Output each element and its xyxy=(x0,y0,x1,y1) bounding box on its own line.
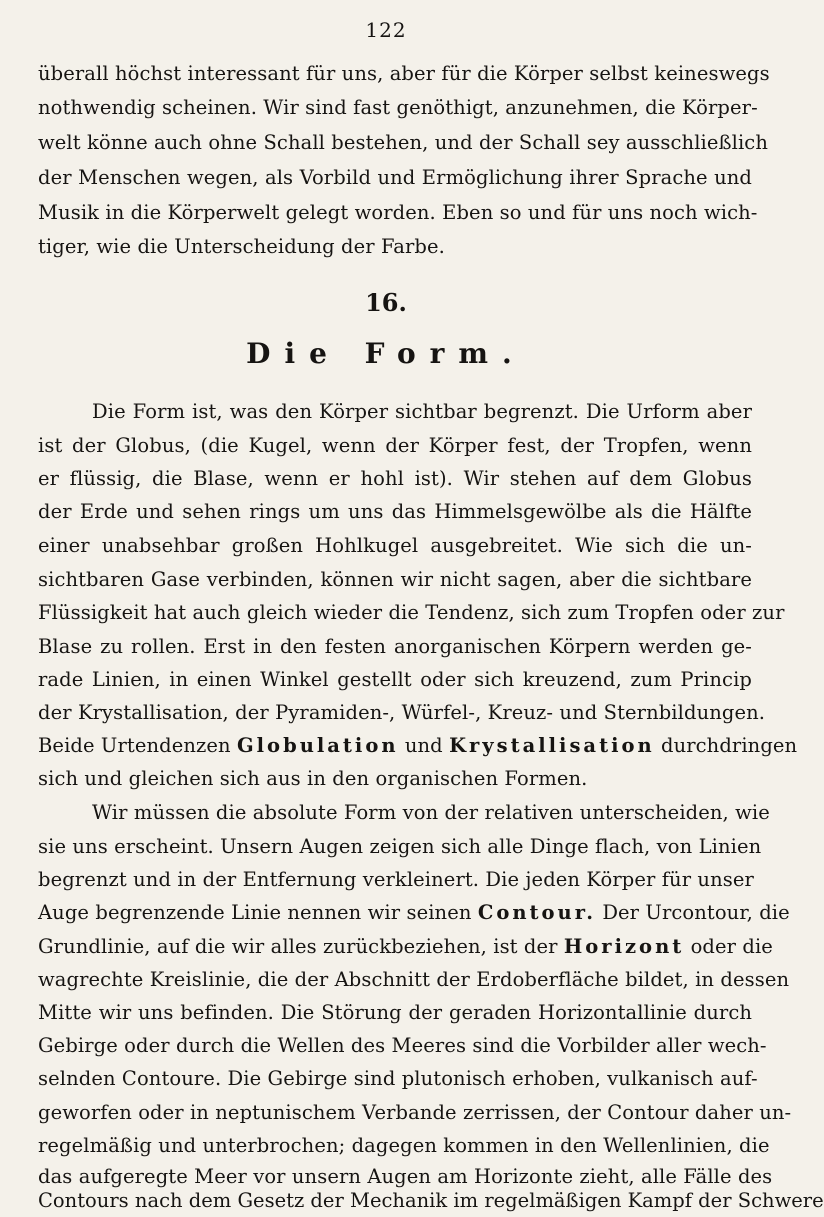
text-line: sich und gleichen sich aus in den organischen Formen. xyxy=(38,767,588,790)
text-line: sichtbaren Gase verbinden, können wir nicht sagen, aber die sichtbare xyxy=(38,568,752,591)
text-line: regelmäßig und unterbrochen; dagegen kommen in den Wellenlinien, die xyxy=(38,1134,770,1157)
text-line: er flüssig, die Blase, wenn er hohl ist). Wir stehen auf dem Globus xyxy=(38,467,752,490)
text-line: einer unabsehbar großen Hohlkugel ausgebreitet. Wie sich die un- xyxy=(38,534,752,557)
text-line xyxy=(38,730,798,762)
emphasized-term: Contour. xyxy=(477,901,596,924)
text-line: Blase zu rollen. Erst in den festen anorganischen Körpern werden ge- xyxy=(38,635,752,658)
text-segment: Beide Urtendenzen xyxy=(38,734,231,757)
text-line: Flüssigkeit hat auch gleich wieder die Tendenz, sich zum Tropfen oder zur xyxy=(38,601,785,624)
text-line: der Erde und sehen rings um uns das Himmelsgewölbe als die Hälfte xyxy=(38,500,752,523)
text-line xyxy=(38,931,773,963)
text-line: Mitte wir uns befinden. Die Störung der geraden Horizontallinie durch xyxy=(38,1001,752,1024)
text-line: sie uns erscheint. Unsern Augen zeigen sich alle Dinge flach, von Linien xyxy=(38,835,762,858)
text-segment: und xyxy=(404,734,443,757)
text-line: wagrechte Kreislinie, die der Abschnitt der Erdoberfläche bildet, in dessen xyxy=(38,968,790,991)
text-line: Musik in die Körperwelt gelegt worden. Eben so und für uns noch wich- xyxy=(38,201,758,224)
page-number: 122 xyxy=(365,18,407,42)
text-line xyxy=(38,897,790,929)
text-segment: oder die xyxy=(690,935,773,958)
emphasized-term: Krystallisation xyxy=(449,734,655,757)
text-line: geworfen oder in neptunischem Verbande zerrissen, der Contour daher un- xyxy=(38,1101,792,1124)
section-number: 16. xyxy=(365,288,407,317)
text-line: selnden Contoure. Die Gebirge sind plutonisch erhoben, vulkanisch auf- xyxy=(38,1067,758,1090)
text-segment: Grundlinie, auf die wir alles zurückbeziehen, ist der xyxy=(38,935,558,958)
text-segment: durchdringen xyxy=(660,734,798,757)
section-title: Die Form. xyxy=(246,337,526,370)
text-line: überall höchst interessant für uns, aber für die Körper selbst keineswegs xyxy=(38,62,770,85)
text-line: Wir müssen die absolute Form von der relativen unterscheiden, wie xyxy=(92,801,770,824)
text-line: begrenzt und in der Entfernung verkleinert. Die jeden Körper für unser xyxy=(38,868,754,891)
text-line: tiger, wie die Unterscheidung der Farbe. xyxy=(38,235,445,258)
text-line: Contours nach dem Gesetz der Mechanik im regelmäßigen Kampf der Schwere xyxy=(38,1189,824,1212)
text-line: Gebirge oder durch die Wellen des Meeres sind die Vorbilder aller wech- xyxy=(38,1034,767,1057)
text-line: ist der Globus, (die Kugel, wenn der Körper fest, der Tropfen, wenn xyxy=(38,434,752,457)
text-line: das aufgeregte Meer vor unsern Augen am Horizonte zieht, alle Fälle des xyxy=(38,1165,773,1188)
text-line: rade Linien, in einen Winkel gestellt oder sich kreuzend, zum Princip xyxy=(38,668,752,691)
emphasized-term: Horizont xyxy=(563,935,685,958)
text-line: welt könne auch ohne Schall bestehen, und der Schall sey ausschließlich xyxy=(38,131,768,154)
text-line: der Menschen wegen, als Vorbild und Ermöglichung ihrer Sprache und xyxy=(38,166,752,189)
cut-off-line xyxy=(38,1189,824,1212)
text-line: Die Form ist, was den Körper sichtbar begrenzt. Die Urform aber xyxy=(92,400,752,423)
text-line: der Krystallisation, der Pyramiden-, Würfel-, Kreuz- und Sternbildungen. xyxy=(38,701,766,724)
emphasized-term: Globulation xyxy=(237,734,399,757)
text-segment: Auge begrenzende Linie nennen wir seinen xyxy=(38,901,472,924)
text-segment: Der Urcontour, die xyxy=(602,901,790,924)
text-line: nothwendig scheinen. Wir sind fast genöthigt, anzunehmen, die Körper- xyxy=(38,96,758,119)
